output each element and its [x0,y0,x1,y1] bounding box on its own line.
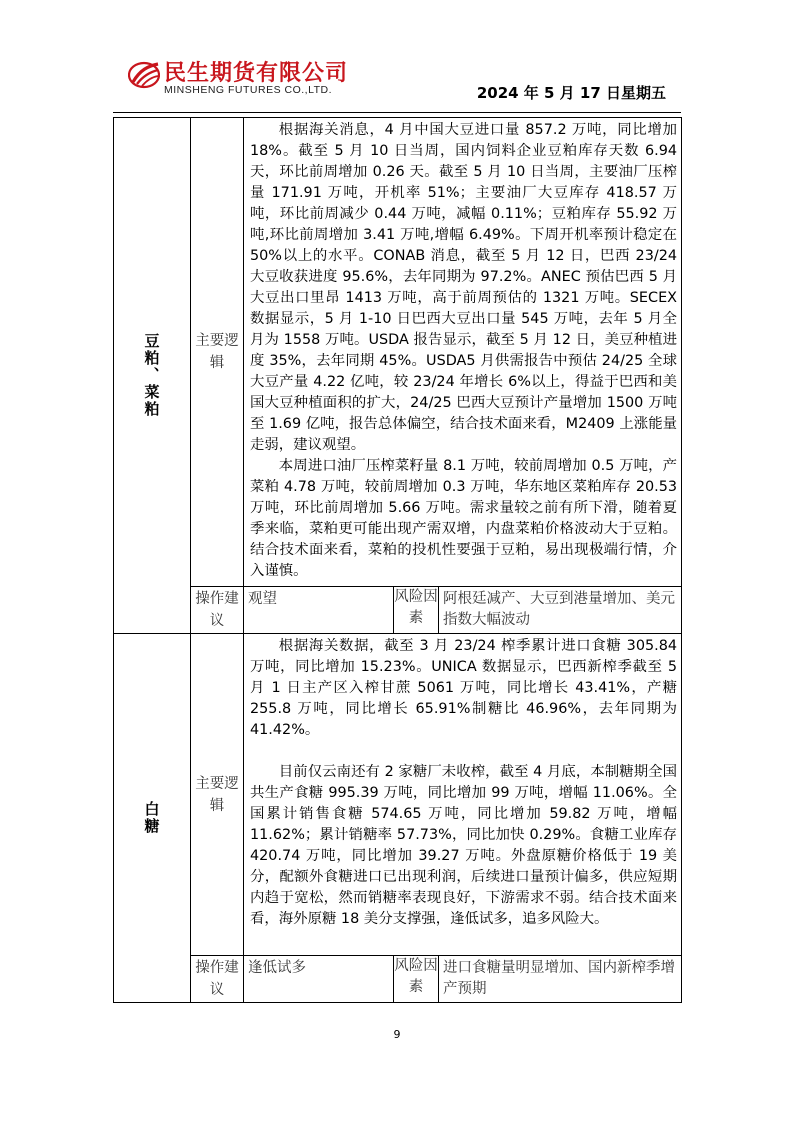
op-value-cell [244,956,394,1003]
category-label: 白糖 [142,801,161,835]
commodity-table [113,117,682,1003]
paragraph-spacer [250,930,677,951]
report-date: 2024 年 5 月 17 日星期五 [476,84,666,102]
logic-label: 主要逻辑 [195,333,239,371]
section-row-meal-logic [114,118,682,587]
logic-paragraph: 根据海关消息，4 月中国大豆进口量 857.2 万吨，同比增加 18%。截至 5 月 10 日当周，国内饲料企业豆粕库存天数 6.94 天，环比前周增加 0.26 天。截至 5 月 10 日当周，主要油厂压榨量 171.91 万吨，开机率 51%；主要油厂大豆库存 418.57 万吨，环比前周减少 0.44 万吨，减幅 0.11%；豆粕库存 55.92 万吨,环比前周增加 3.41 万吨,增幅 6.49%。下周开机率预计稳定在 50%以上的水平。CONAB 消息，截至 5 月 12 日，巴西 23/24 大豆收获进度 95.6%，去年同期为 97.2%。ANEC 预估巴西 5 月大豆出口里昂 1413 万吨，高于前周预估的 1321 万吨。SECEX 数据显示，5 月 1-10 日巴西大豆出口量 545 万吨，去年 5 月全月为 1558 万吨。USDA 报告显示，截至 5 月 12 日，美豆种植进度 35%，去年同期 45%。USDA5 月供需报告中预估 24/25 全球大豆产量 4.22 亿吨，较 23/24 年增长 6%以上，得益于巴西和美国大豆种植面积的扩大，24/25 巴西大豆预计产量增加 1500 万吨至 1.69 亿吨，报告总体偏空，结合技术面来看，M2409 上涨能量走弱，建议观望。 [250,122,678,453]
company-logo [128,56,358,104]
logic-label-cell [191,118,244,587]
op-value: 逢低试多 [248,960,306,976]
logic-paragraph: 本周进口油厂压榨菜籽量 8.1 万吨，较前周增加 0.5 万吨，产菜粕 4.78 万吨，较前周增加 0.3 万吨，华东地区菜粕库存 20.53 万吨，环比前周增加 5.66 万吨。需求量较之前有所下滑，随着夏季来临，菜粕更可能出现产需双增，内盘菜粕价格波动大于豆粕。结合技术面来看，菜粕的投机性要强于豆粕，易出现极端行情，介入谨慎。 [250,458,678,579]
section-row-meal-ops [114,587,682,634]
risk-label-cell [394,956,439,1003]
page-header [0,0,794,115]
op-label-cell [191,956,244,1003]
risk-value-cell [439,956,682,1003]
op-label-cell [191,587,244,634]
risk-label-cell [394,587,439,634]
logic-label-cell [191,634,244,956]
section-row-sugar-logic [114,634,682,956]
risk-value: 阿根廷减产、大豆到港量增加、美元指数大幅波动 [443,591,675,628]
risk-label: 风险因素 [394,589,438,626]
op-value: 观望 [248,591,277,607]
paragraph-spacer [250,741,677,762]
risk-value-cell [439,587,682,634]
company-name-cn: 民生期货有限公司 [164,61,349,86]
risk-label: 风险因素 [394,958,438,995]
section-row-sugar-ops [114,956,682,1003]
logic-paragraph: 目前仅云南还有 2 家糖厂未收榨，截至 4 月底，本制糖期全国共生产食糖 995.39 万吨，同比增加 99 万吨，增幅 11.06%。全国累计销售食糖 574.65 万吨，同比增加 59.82 万吨，增幅 11.62%；累计销糖率 57.73%，同比加快 0.29%。食糖工业库存 420.74 万吨，同比增加 39.27 万吨。外盘原糖价格低于 19 美分，配额外食糖进口已出现利润，后续进口量预计偏多，供应短期内趋于宽松，然而销糖率表现良好，下游需求不弱。结合技术面来看，海外原糖 18 美分支撑强，逢低试多，追多风险大。 [250,764,678,927]
minsheng-logo-icon [128,58,160,90]
page-number: 9 [393,1028,401,1041]
logic-text-cell [244,118,682,587]
op-label: 操作建议 [195,960,239,998]
category-cell-sugar [114,634,191,1003]
logic-paragraph: 根据海关数据，截至 3 月 23/24 榨季累计进口食糖 305.84 万吨，同比增加 15.23%。UNICA 数据显示，巴西新榨季截至 5 月 1 日主产区入榨甘蔗 5061 万吨，同比增长 43.41%，产糖 255.8 万吨，同比增长 65.91%制糖比 46.96%，去年同期为 41.42%。 [250,638,678,738]
risk-value: 进口食糖量明显增加、国内新榨季增产预期 [443,960,675,997]
logic-label: 主要逻辑 [195,775,239,814]
header-divider [113,112,681,113]
company-name-en: MINSHENG FUTURES CO.,LTD. [164,84,333,96]
category-cell-meal [114,118,191,634]
op-label: 操作建议 [195,591,239,629]
category-label: 豆粕、菜粕 [142,333,161,418]
op-value-cell [244,587,394,634]
logic-text-cell [244,634,682,956]
